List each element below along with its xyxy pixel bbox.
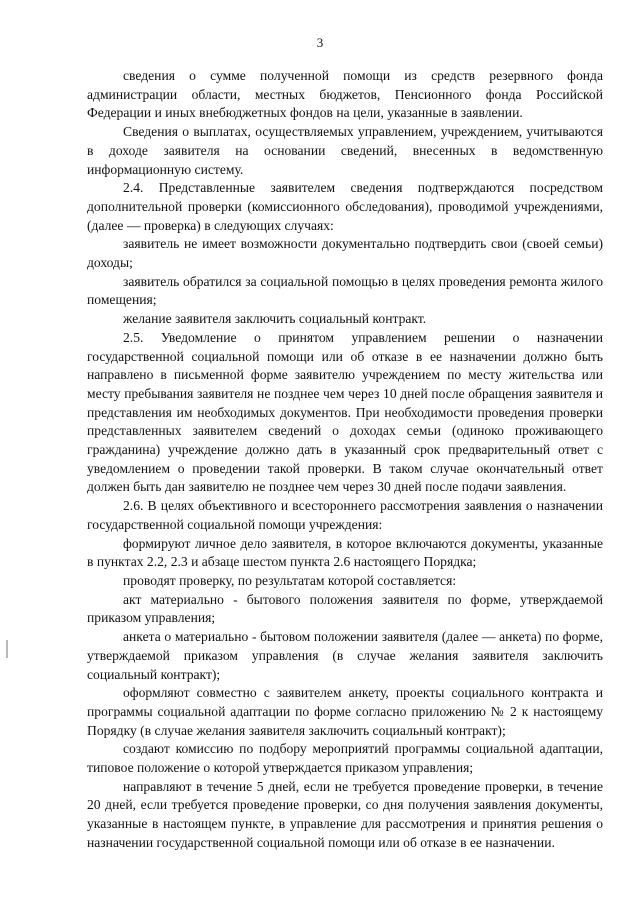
paragraph: 2.5. Уведомление о принятом управлением решении о назначении государственной социальной помощи или об отказе в ее назначении должно быть направлено в письменной форме заявителю учреждением по месту жительства или месту пребывания заявителя не позднее чем через 10 дней после обращения заявителя и представления им необходимых документов. При необходимости проведения проверки представленных заявителем сведений о доходах семьи (одиноко проживающего гражданина) учреждение должно дать в указанный срок предварительный ответ с уведомлением о проведении такой проверки. В таком случае окончательный ответ должен быть дан заявителю не позднее чем через 30 дней после подачи заявления. xyxy=(87,329,603,495)
paragraph: акт материально - бытового положения заявителя по форме, утверждаемой приказом управления; xyxy=(87,591,603,626)
page-number: 3 xyxy=(316,35,324,50)
paragraph: проводят проверку, по результатам которой составляется: xyxy=(123,572,457,588)
paragraph: Сведения о выплатах, осуществляемых управлением, учреждением, учитываются в доходе заявителя на основании сведений, внесенных в ведомственную информационную систему. xyxy=(87,124,603,177)
paragraph: заявитель обратился за социальной помощью в целях проведения ремонта жилого помещения; xyxy=(87,273,603,308)
paragraph: направляют в течение 5 дней, если не требуется проведение проверки, в течение 20 дней, если требуется проведение проверки, со дня получения заявления документы, указанные в настоящем пункте, в управление для рассмотрения и принятия решения о назначении государственной социальной помощи или об отказе в ее назначении. xyxy=(87,778,603,850)
paragraph: 2.6. В целях объективного и всестороннего рассмотрения заявления о назначении государственной социальной помощи учреждения: xyxy=(87,498,603,532)
paragraph: сведения о сумме полученной помощи из средств резервного фонда администрации области, местных бюджетов, Пенсионного фонда Российской Федерации и иных внебюджетных фондов на цели, указанные в заявлении. xyxy=(87,68,603,121)
paragraph: желание заявителя заключить социальный контракт. xyxy=(123,311,427,327)
paragraph: заявитель не имеет возможности документально подтвердить свои (своей семьи) доходы; xyxy=(87,236,603,271)
scan-margin-mark xyxy=(6,640,8,658)
document-body xyxy=(87,67,603,853)
paragraph: анкета о материально - бытовом положении заявителя (далее — анкета) по форме, утверждаемой приказом управления (в случае желания заявителя заключить социальный контракт); xyxy=(87,629,603,682)
paragraph: 2.4. Представленные заявителем сведения подтверждаются посредством дополнительной проверки (комиссионного обследования), проводимой учреждениями, (далее — проверка) в следующих случаях: xyxy=(87,180,603,233)
paragraph: оформляют совместно с заявителем анкету, проекты социального контракта и программы социальной адаптации по форме согласно приложению № 2 к настоящему Порядку (в случае желания заявителя заключить социальный контракт); xyxy=(87,685,603,738)
paragraph: создают комиссию по подбору мероприятий программы социальной адаптации, типовое положение о которой утверждается приказом управления; xyxy=(87,741,603,776)
paragraph: формируют личное дело заявителя, в которое включаются документы, указанные в пунктах 2.2, 2.3 и абзаце шестом пункта 2.6 настоящего Порядка; xyxy=(87,535,603,570)
